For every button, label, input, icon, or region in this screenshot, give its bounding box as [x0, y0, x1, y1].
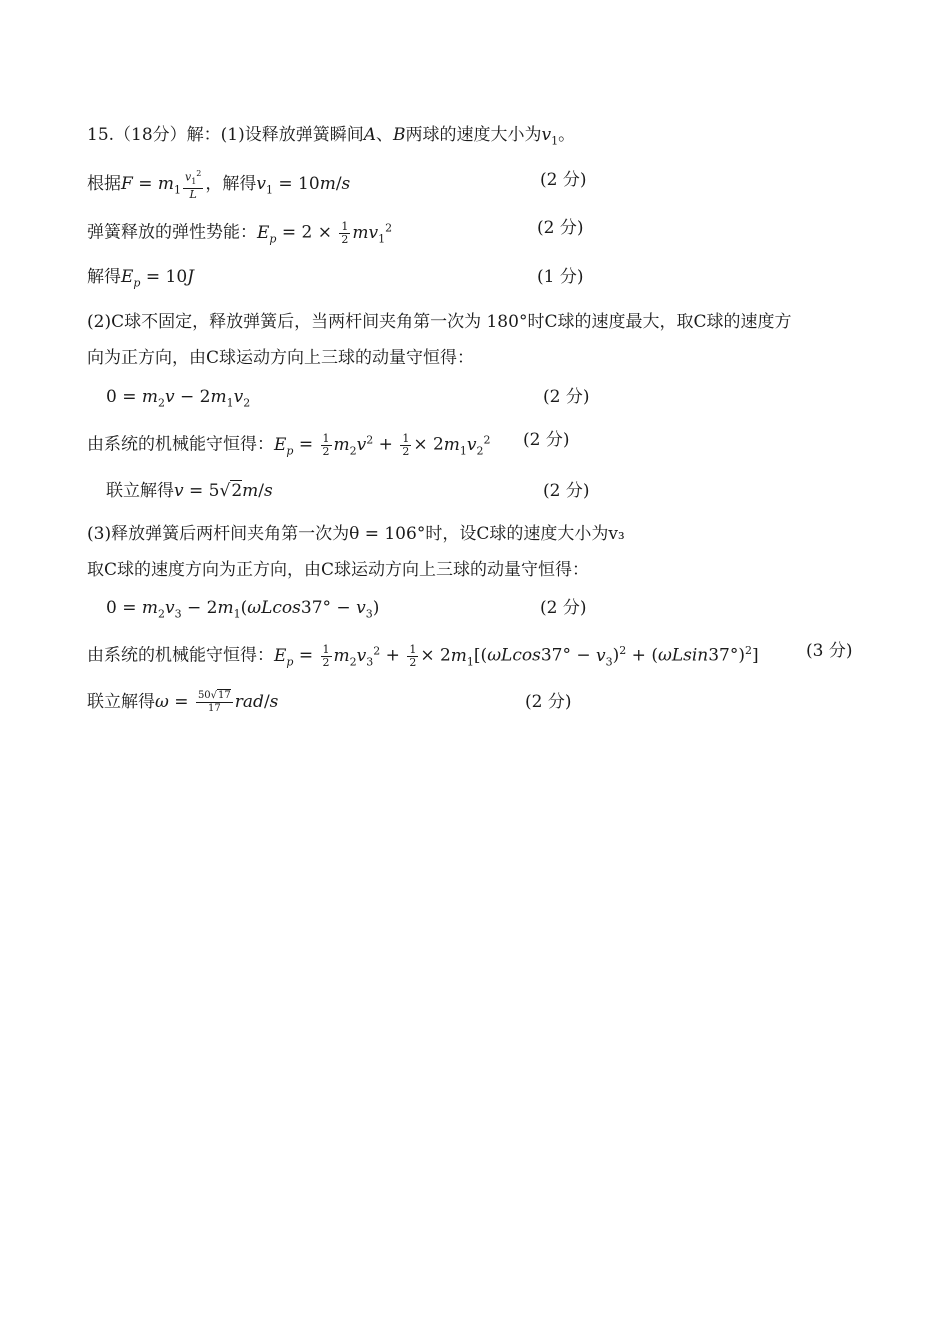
line-9: 联立解得v = 5√2m/s	[106, 481, 273, 501]
score-8: (2 分)	[523, 430, 570, 450]
line-13: 由系统的机械能守恒得：$E_p$ = $\frac{1}{2}$ $m_2v_3^2$ + $\frac{1}{2}$ × $2m_1[(\omega Lcos37^\circ - v_3)^2 + (\omega Lsin37^\circ)^2]$	[87, 642, 759, 669]
score-2: (2 分)	[540, 170, 587, 190]
score-14: (2 分)	[525, 692, 572, 712]
line-1-prefix: 15.（18分）解：(1)设释放弹簧瞬间	[87, 125, 364, 145]
force-equation: F	[121, 173, 133, 194]
score-9: (2 分)	[543, 481, 590, 501]
ab-symbols: A	[363, 125, 377, 145]
line-9-prefix: 联立解得	[106, 481, 174, 501]
fraction-v1sq-over-L: $\frac{v_1^2}{L}$	[184, 169, 202, 201]
energy-equation-3: $E_p$	[274, 645, 294, 669]
score-7: (2 分)	[543, 387, 590, 407]
score-4: (1 分)	[537, 267, 584, 287]
line-10: (3)释放弹簧后两杆间夹角第一次为θ = 106°时，设C球的速度大小为v₃	[87, 524, 625, 544]
momentum-equation-2: $0 = m_2v - 2m_1v_2$	[106, 387, 251, 410]
momentum-equation-3: $0 = m_2v_3 - 2m_1(\omega Lcos37^\circ - v_3)$	[106, 598, 380, 621]
line-13-prefix: 由系统的机械能守恒得：	[87, 645, 274, 666]
line-5: (2)C球不固定，释放弹簧后，当两杆间夹角第一次为 180°时C球的速度最大，取C球的速度方	[87, 312, 792, 332]
line-14-prefix: 联立解得	[87, 692, 155, 712]
line-2-mid: ，解得	[205, 173, 257, 194]
line-3-prefix: 弹簧释放的弹性势能：	[87, 222, 257, 243]
omega-result: ω	[155, 692, 169, 712]
line-4: 解得$E_p = 10J$	[87, 267, 194, 290]
score-12: (2 分)	[540, 598, 587, 618]
line-11: 取C球的速度方向为正方向，由C球运动方向上三球的动量守恒得：	[87, 560, 590, 580]
line-1-rest: 两球的速度大小为	[405, 125, 542, 145]
line-2-prefix: 根据	[87, 173, 121, 194]
energy-equation-2: $E_p$	[274, 434, 294, 458]
line-14: 联立解得ω = $\frac{50√17}{17}$ rad/s	[87, 690, 279, 714]
ep-result: $E_p$	[121, 267, 141, 290]
line-1: 15.（18分）解：(1)设释放弹簧瞬间A、B两球的速度大小为$v_1$。	[87, 125, 576, 148]
line-8: 由系统的机械能守恒得：$E_p$ = $\frac{1}{2}$ $m_2v^2$ + $\frac{1}{2}$ × $2m_1v_2^2$	[87, 431, 491, 458]
line-8-prefix: 由系统的机械能守恒得：	[87, 434, 274, 455]
v-result: v	[174, 481, 184, 501]
line-4-prefix: 解得	[87, 267, 121, 287]
score-3: (2 分)	[537, 218, 584, 238]
score-13: (3 分)	[806, 641, 853, 661]
line-3: 弹簧释放的弹性势能：$E_p = 2$ × $\frac{1}{2}$ $mv_1^2$	[87, 219, 393, 246]
line-2: 根据$F = m_1$ $\frac{v_1^2}{L}$ ，解得$v_1 = 10m/s$	[87, 169, 351, 201]
line-6: 向为正方向，由C球运动方向上三球的动量守恒得：	[87, 348, 475, 368]
ep-equation: $E_p$	[257, 222, 277, 246]
